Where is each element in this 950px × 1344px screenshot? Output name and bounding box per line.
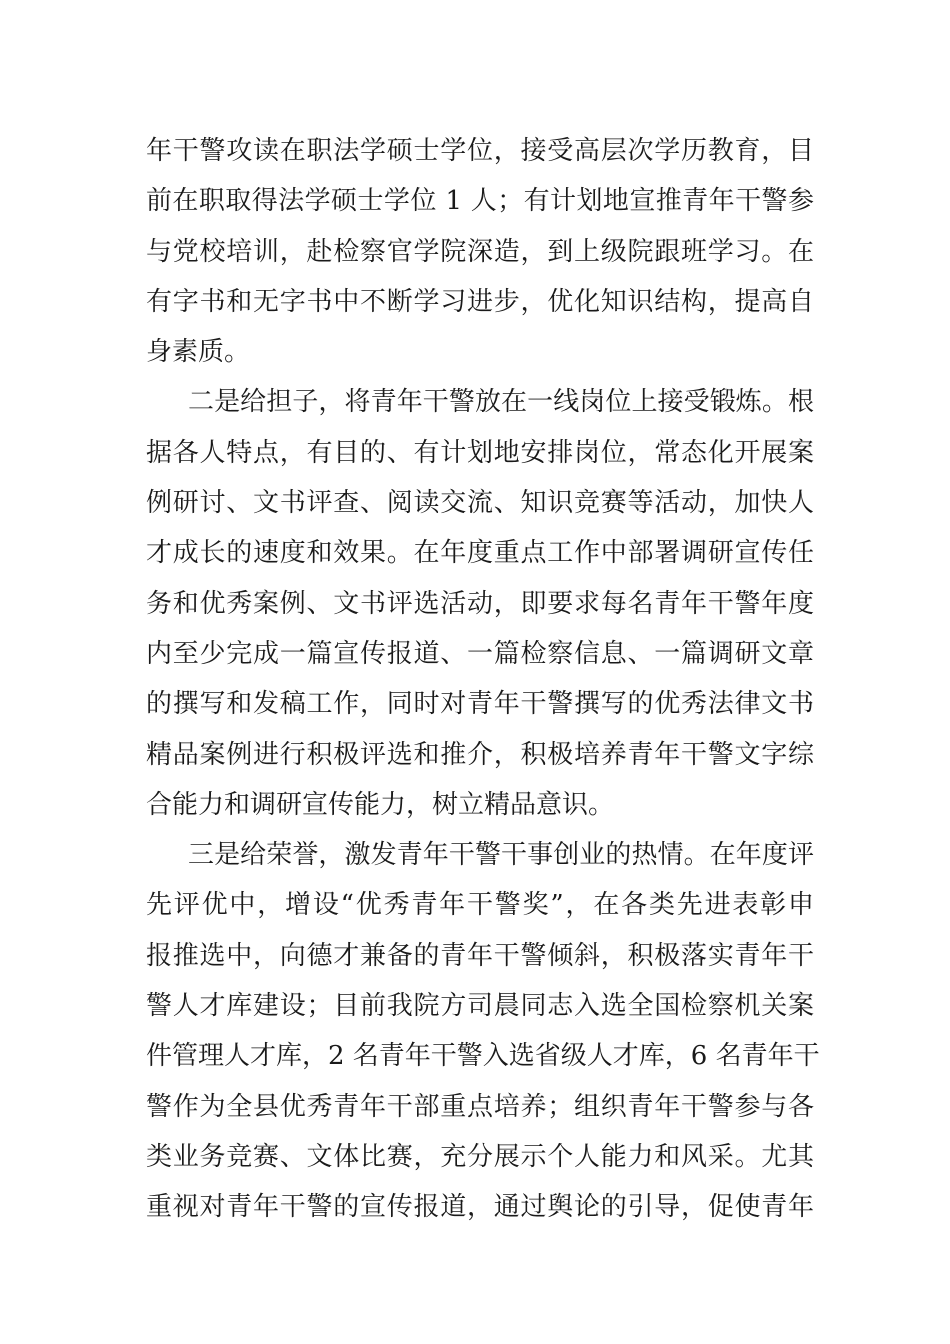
- text-line: 据各人特点，有目的、有计划地安排岗位，常态化开展案: [146, 437, 814, 468]
- text-line: 才成长的速度和效果。在年度重点工作中部署调研宣传任: [146, 538, 814, 569]
- text-line: 重视对青年干警的宣传报道，通过舆论的引导，促使青年: [146, 1192, 814, 1223]
- text-line: 件管理人才库，2 名青年干警入选省级人才库，6 名青年干: [146, 1041, 820, 1072]
- text-line: 内至少完成一篇宣传报道、一篇检察信息、一篇调研文章: [146, 638, 814, 669]
- text-line: 先评优中，增设“优秀青年干警奖”，在各类先进表彰申: [146, 890, 814, 921]
- body-text: [146, 126, 820, 1233]
- text-line: 前在职取得法学硕士学位 1 人；有计划地宣推青年干警参: [146, 186, 814, 217]
- text-line: 的撰写和发稿工作，同时对青年干警撰写的优秀法律文书: [146, 689, 814, 720]
- paragraph-2-first-line: 二是给担子，将青年干警放在一线岗位上接受锻炼。根: [188, 387, 814, 418]
- text-line: 类业务竞赛、文体比赛，充分展示个人能力和风采。尤其: [146, 1141, 814, 1172]
- text-line: 身素质。: [146, 337, 251, 368]
- text-line: 警人才库建设；目前我院方司晨同志入选全国检察机关案: [146, 991, 814, 1022]
- text-line: 警作为全县优秀青年干部重点培养；组织青年干警参与各: [146, 1091, 814, 1122]
- text-line: 年干警攻读在职法学硕士学位，接受高层次学历教育，目: [146, 136, 814, 166]
- text-line: 报推选中，向德才兼备的青年干警倾斜，积极落实青年干: [146, 940, 814, 971]
- text-line: 务和优秀案例、文书评选活动，即要求每名青年干警年度: [146, 588, 814, 619]
- text-line: 合能力和调研宣传能力，树立精品意识。: [146, 789, 615, 820]
- text-line: 与党校培训，赴检察官学院深造，到上级院跟班学习。在: [146, 236, 814, 267]
- text-line: 例研讨、文书评查、阅读交流、知识竞赛等活动，加快人: [146, 488, 814, 519]
- text-line: 有字书和无字书中不断学习进步，优化知识结构，提高自: [146, 286, 814, 317]
- paragraph-3-first-line: 三是给荣誉，激发青年干警干事创业的热情。在年度评: [188, 840, 814, 871]
- text-line: 精品案例进行积极评选和推介，积极培养青年干警文字综: [146, 739, 814, 770]
